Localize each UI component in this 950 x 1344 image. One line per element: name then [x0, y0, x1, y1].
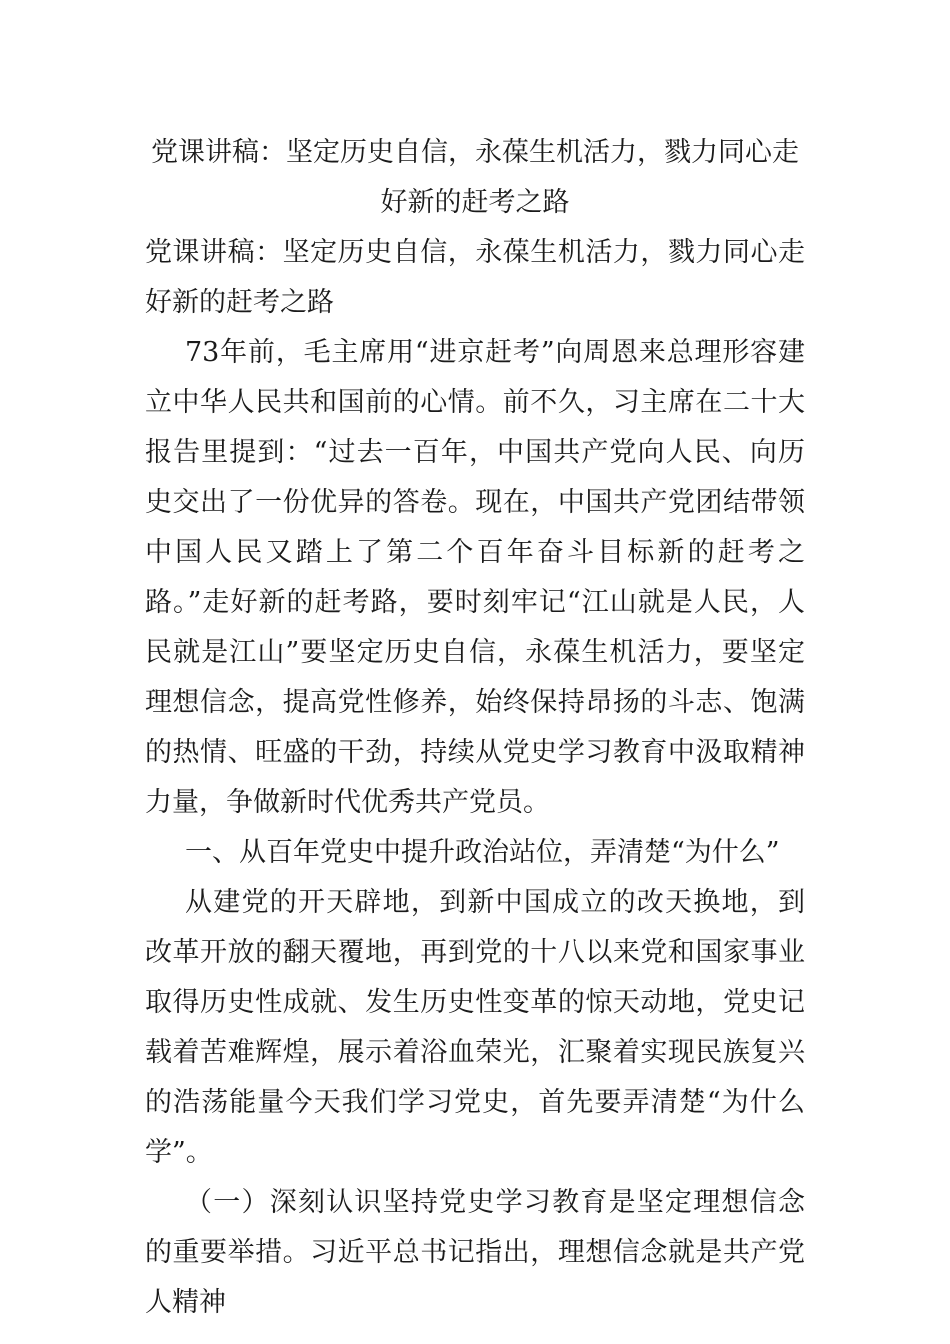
paragraph-subsection-1: （一）深刻认识坚持党史学习教育是坚定理想信念的重要举措。习近平总书记指出，理想信念就是共产党人精神: [145, 1187, 805, 1318]
paragraph-section-1: 从建党的开天辟地，到新中国成立的改天换地，到改革开放的翻天覆地，再到党的十八以来党和国家事业取得历史性成就、发生历史性变革的惊天动地，党史记载着苦难辉煌，展示着浴血荣光，汇聚着实现民族复兴的浩荡能量今天我们学习党史，首先要弄清楚“为什么学”。: [145, 887, 805, 1168]
paragraph-intro: 73年前，毛主席用“进京赶考”向周恩来总理形容建立中华人民共和国前的心情。前不久，习主席在二十大报告里提到：“过去一百年，中国共产党向人民、向历史交出了一份优异的答卷。现在，中国共产党团结带领中国人民又踏上了第二个百年奋斗目标新的赶考之路。”走好新的赶考路，要时刻牢记“江山就是人民，人民就是江山”要坚定历史自信，永葆生机活力，要坚定理想信念，提高党性修养，始终保持昂扬的斗志、饱满的热情、旺盛的干劲，持续从党史学习教育中汲取精神力量，争做新时代优秀共产党员。: [145, 337, 805, 818]
paragraph-subtitle: 党课讲稿：坚定历史自信，永葆生机活力，戮力同心走好新的赶考之路: [145, 237, 805, 318]
section-heading-1: 一、从百年党史中提升政治站位，弄清楚“为什么”: [185, 837, 780, 868]
document-title: 党课讲稿：坚定历史自信，永葆生机活力，戮力同心走好新的赶考之路: [151, 137, 799, 218]
document-page: [145, 128, 805, 1328]
